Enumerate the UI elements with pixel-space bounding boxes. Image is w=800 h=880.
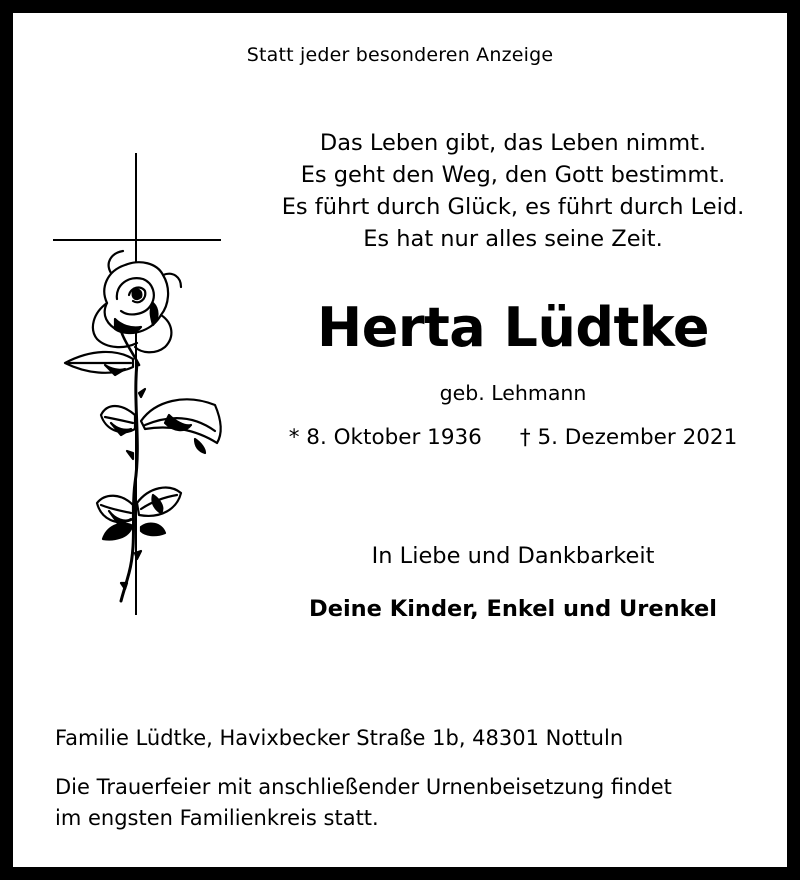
family-address: Familie Lüdtke, Havixbecker Straße 1b, 48301 Nottuln [55,726,624,750]
signers: Deine Kinder, Enkel und Urenkel [309,596,717,622]
obituary-notice [13,13,787,867]
rose-icon [65,251,221,601]
poem-line: Es hat nur alles seine Zeit. [363,226,663,252]
poem-line: Das Leben gibt, das Leben nimmt. [319,130,707,156]
life-dates [253,425,773,450]
funeral-notice-line: im engsten Familienkreis statt. [55,806,379,830]
funeral-notice-line: Die Trauerfeier mit anschließender Urnenbeisetzung findet [55,775,672,799]
birth-date: * 8. Oktober 1936 [288,425,482,450]
cross-rose-emblem [45,153,235,633]
birth-name: geb. Lehmann [439,381,587,405]
intro-line: Statt jeder besonderen Anzeige [246,44,554,66]
deceased-name: Herta Lüdtke [317,296,709,359]
poem-line: Es geht den Weg, den Gott bestimmt. [300,162,726,188]
funeral-notice [55,772,775,834]
dedication: In Liebe und Dankbarkeit [371,543,655,569]
poem-line: Es führt durch Glück, es führt durch Leid. [281,194,745,220]
death-date: † 5. Dezember 2021 [519,425,738,450]
poem [253,127,773,255]
